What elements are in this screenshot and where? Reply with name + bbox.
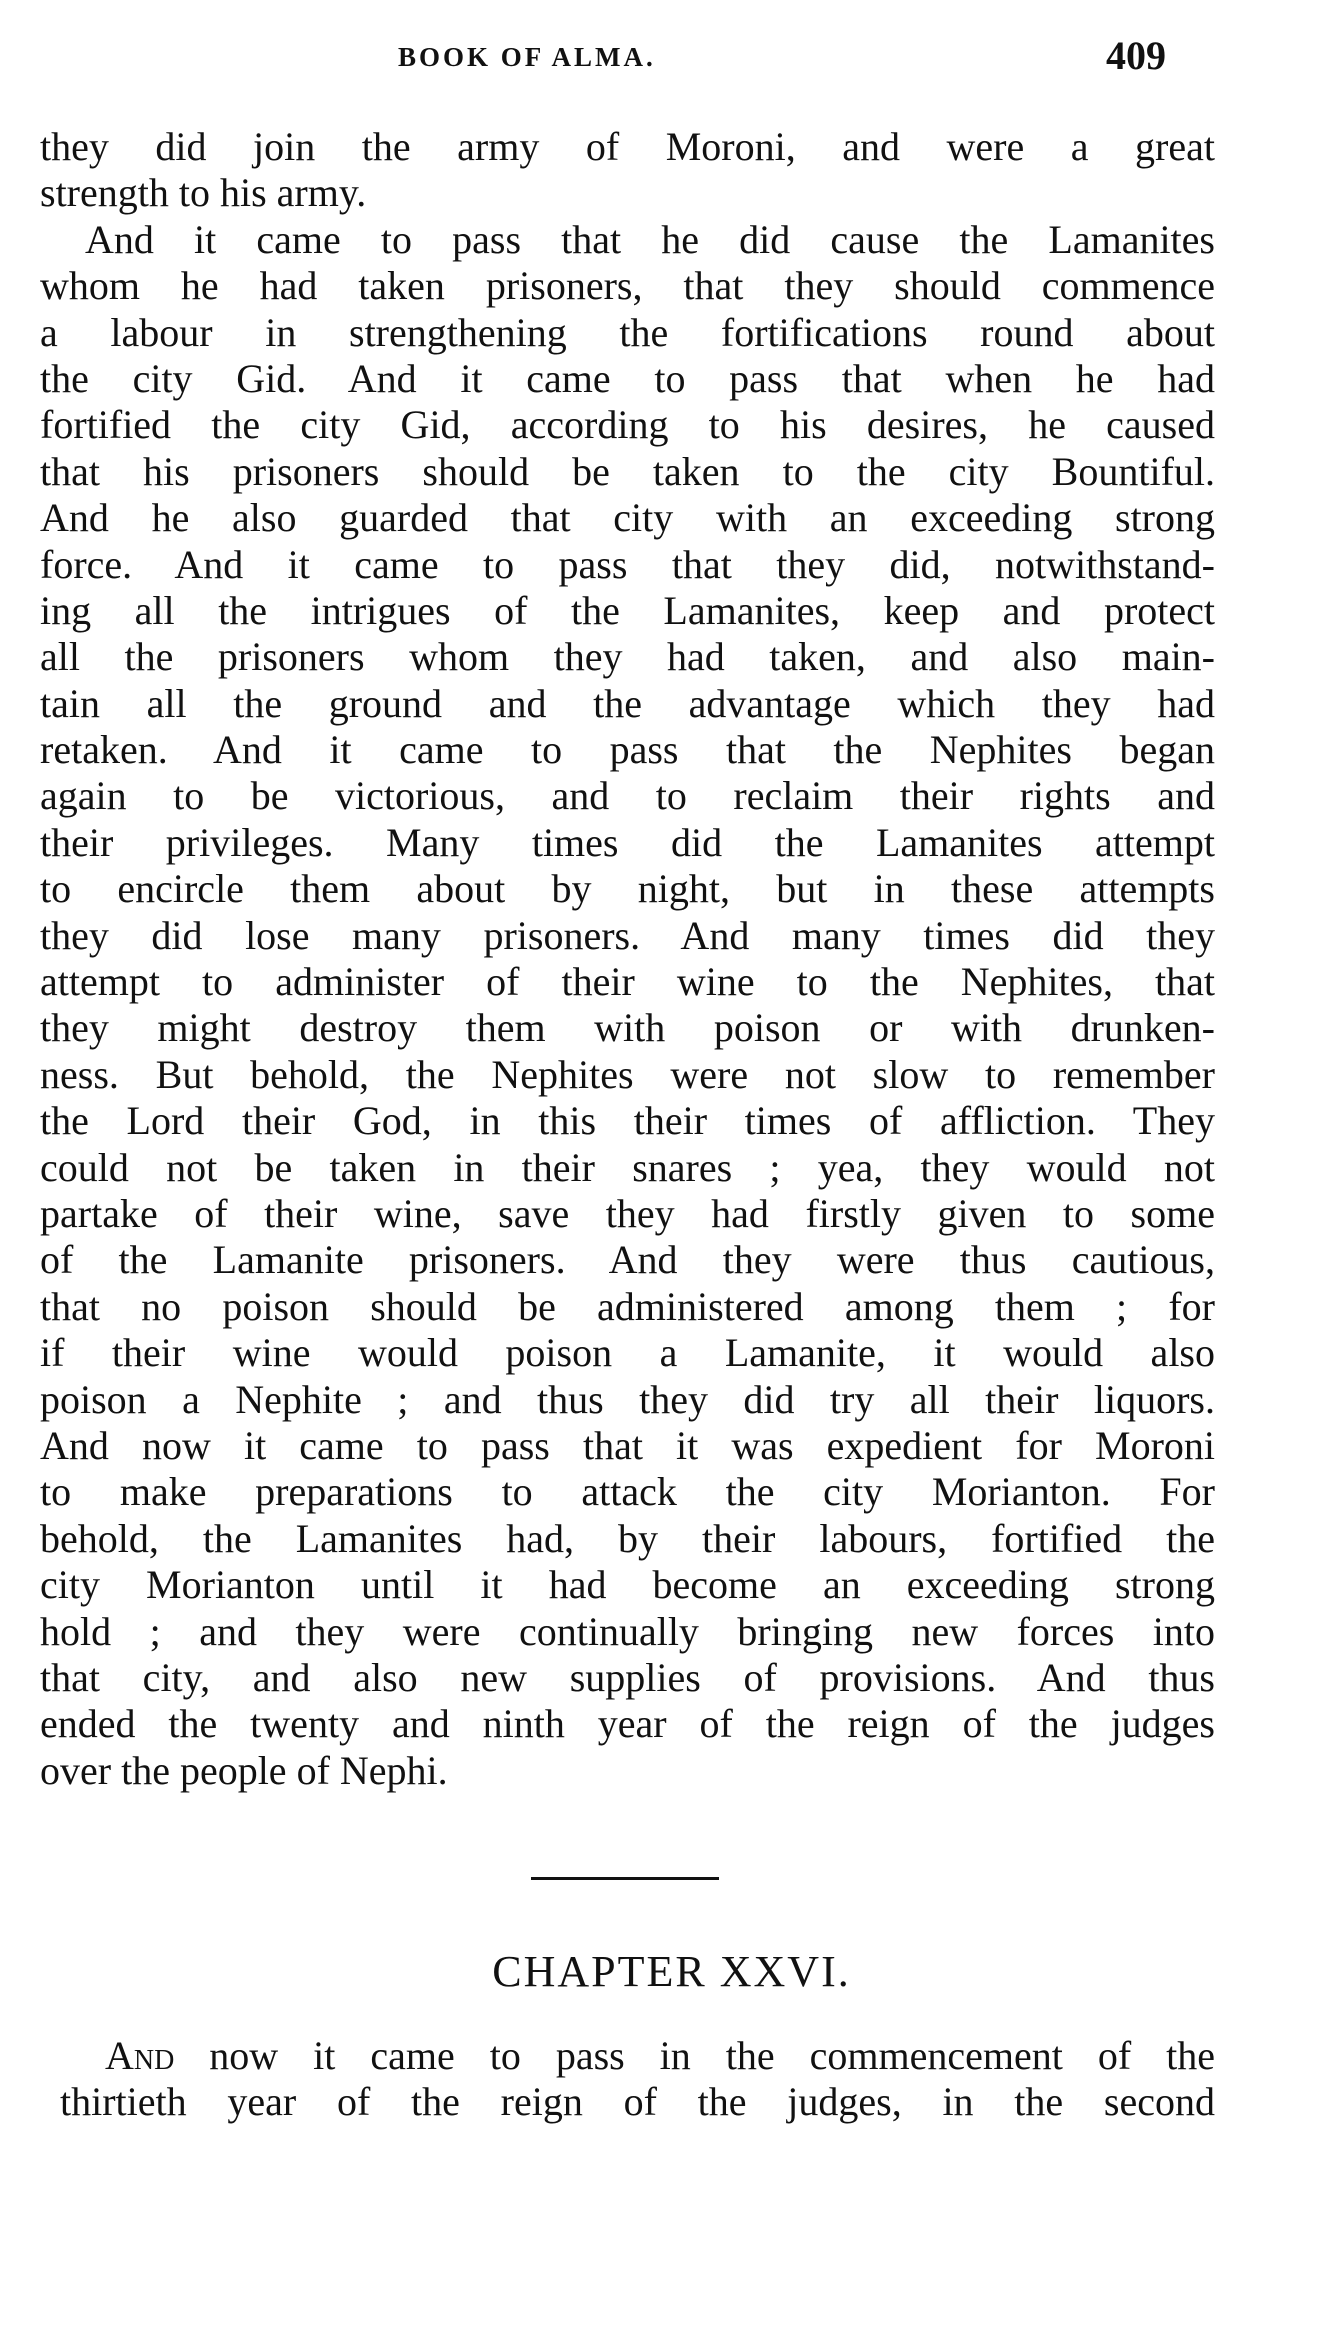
- text-line: to make preparations to attack the city Morianton. For: [40, 1469, 1215, 1515]
- text-line: to encircle them about by night, but in these attempts: [40, 866, 1215, 912]
- text-line: a labour in strengthening the fortifications round about: [40, 309, 1215, 355]
- text-line: And now it came to pass that it was expedient for Moroni: [40, 1422, 1215, 1468]
- body-text: [40, 124, 1215, 1794]
- text-line: tain all the ground and the advantage which they had: [40, 680, 1215, 726]
- page-number: 409: [1106, 33, 1166, 78]
- text-line: poison a Nephite ; and thus they did try all their liquors.: [40, 1376, 1215, 1422]
- text-line: if their wine would poison a Lamanite, it would also: [40, 1330, 1215, 1376]
- chapter-first-line: [60, 2033, 1215, 2079]
- text-line: that his prisoners should be taken to the city Bountiful.: [40, 448, 1215, 494]
- text-line: ness. But behold, the Nephites were not slow to remember: [40, 1051, 1215, 1097]
- section-divider: [531, 1877, 719, 1880]
- text-line: And he also guarded that city with an exceeding strong: [40, 495, 1215, 541]
- text-line: strength to his army.: [40, 170, 367, 216]
- text-line: of the Lamanite prisoners. And they were thus cautious,: [40, 1237, 1215, 1283]
- text-line: And it came to pass that he did cause the Lamanites: [85, 216, 1215, 262]
- text-line: again to be victorious, and to reclaim their rights and: [40, 773, 1215, 819]
- text-line: retaken. And it came to pass that the Nephites began: [40, 727, 1215, 773]
- text-line: over the people of Nephi.: [40, 1747, 448, 1793]
- text-line: all the prisoners whom they had taken, and also main-: [40, 634, 1215, 680]
- text-line: attempt to administer of their wine to the Nephites, that: [40, 959, 1215, 1005]
- text-line: whom he had taken prisoners, that they should commence: [40, 263, 1215, 309]
- text-line: behold, the Lamanites had, by their labours, fortified the: [40, 1515, 1215, 1561]
- text-line: they did join the army of Moroni, and were a great: [40, 124, 1215, 169]
- text-line: city Morianton until it had become an exceeding strong: [40, 1562, 1215, 1608]
- text-line: force. And it came to pass that they did, notwithstand-: [40, 541, 1215, 587]
- text-line: the Lord their God, in this their times of affliction. They: [40, 1098, 1215, 1144]
- text-line: ended the twenty and ninth year of the reign of the judges: [40, 1701, 1215, 1747]
- chapter-heading: CHAPTER XXVI.: [492, 1947, 851, 1996]
- text-line: hold ; and they were continually bringing new forces into: [40, 1608, 1215, 1654]
- text-line: that no poison should be administered among them ; for: [40, 1283, 1215, 1329]
- text-line: partake of their wine, save they had firstly given to some: [40, 1190, 1215, 1236]
- text-line: that city, and also new supplies of provisions. And thus: [40, 1654, 1215, 1700]
- chapter-opening-word: And: [105, 2033, 175, 2078]
- chapter-text: [60, 2033, 1215, 2126]
- chapter-second-line: thirtieth year of the reign of the judges, in the second: [60, 2079, 1215, 2125]
- text-line: they did lose many prisoners. And many times did they: [40, 912, 1215, 958]
- text-line: fortified the city Gid, according to his desires, he caused: [40, 402, 1215, 448]
- text-line: could not be taken in their snares ; yea, they would not: [40, 1144, 1215, 1190]
- text-line: the city Gid. And it came to pass that when he had: [40, 355, 1215, 401]
- chapter-first-line-text: now it came to pass in the commencement of the: [174, 2033, 1215, 2078]
- text-line: they might destroy them with poison or with drunken-: [40, 1005, 1215, 1051]
- text-line: their privileges. Many times did the Lamanites attempt: [40, 819, 1215, 865]
- text-line: ing all the intrigues of the Lamanites, keep and protect: [40, 587, 1215, 633]
- running-head: [0, 32, 1343, 78]
- running-title: BOOK OF ALMA.: [398, 42, 656, 72]
